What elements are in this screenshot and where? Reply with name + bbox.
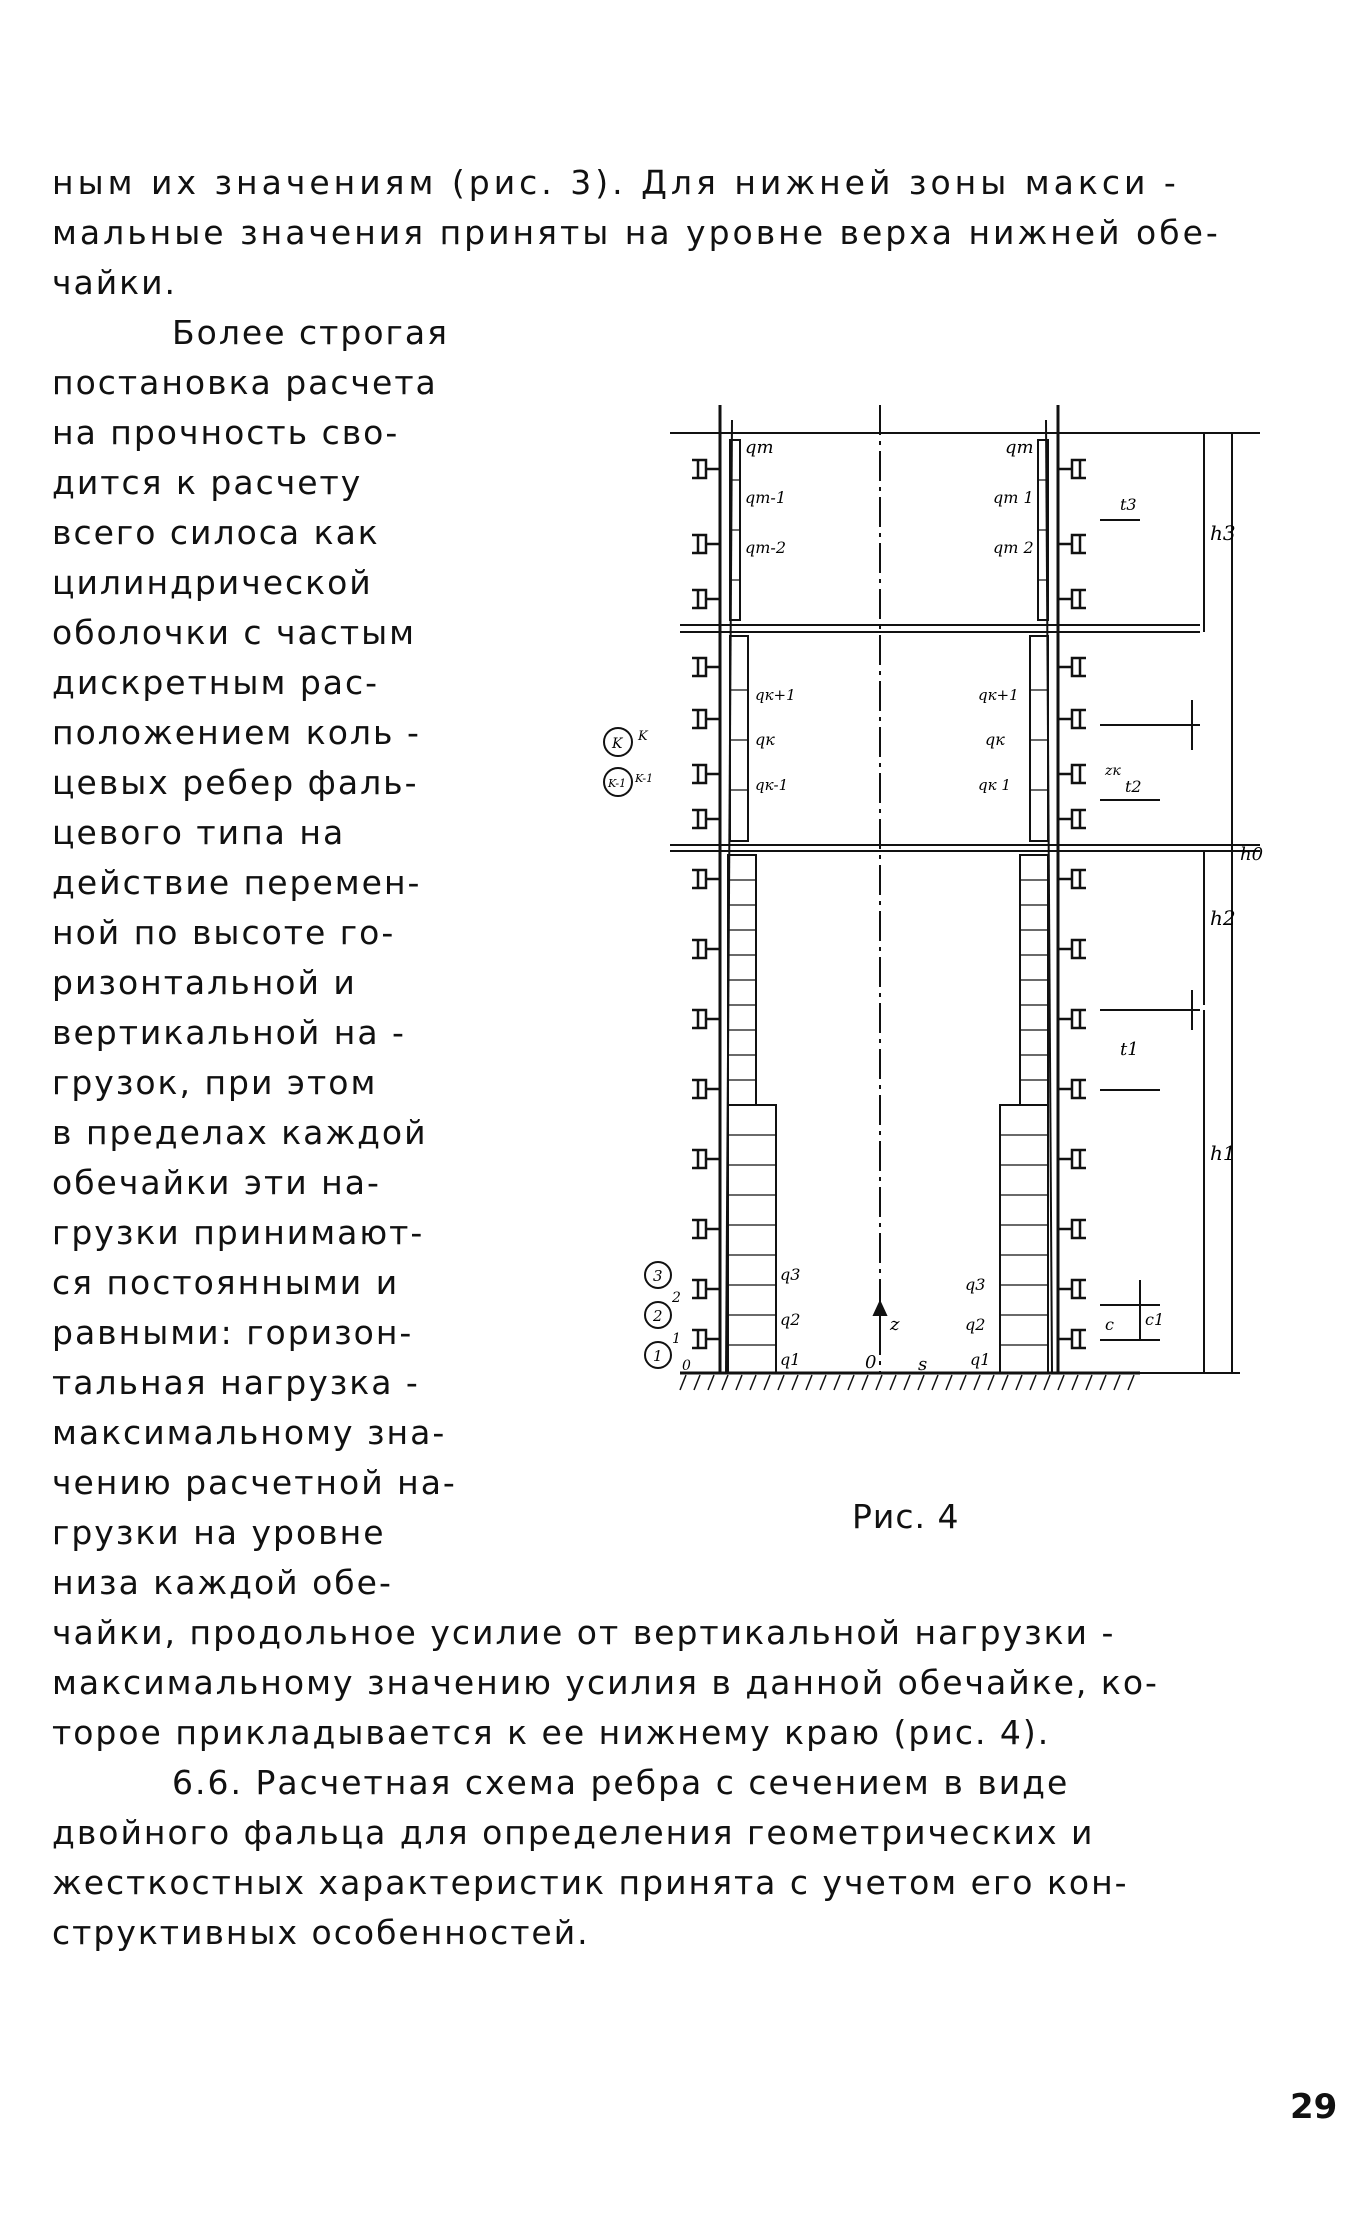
axis-label-s: s — [918, 1354, 928, 1375]
dim-label: h0 — [1240, 844, 1264, 865]
text-line: тальная нагрузка - — [52, 1363, 420, 1402]
text-line: на прочность сво- — [52, 413, 400, 452]
load-label-left: q1 — [780, 1350, 801, 1369]
text-line: дискретным рас- — [52, 663, 380, 702]
text-line: ризонтальной и — [52, 963, 357, 1002]
text-line: ным их значениям (рис. 3). Для нижней зоны макси - — [52, 163, 1180, 202]
text-line: обечайки эти на- — [52, 1163, 381, 1202]
text-line: действие перемен- — [52, 863, 422, 902]
figure-caption: Рис. 4 — [852, 1497, 960, 1536]
dim-label: c1 — [1145, 1310, 1165, 1329]
load-label-right: q2 — [965, 1315, 986, 1334]
load-label-right: qm — [1005, 437, 1034, 458]
circled-label: K — [612, 736, 623, 752]
dim-label: c — [1105, 1315, 1114, 1334]
load-label-right: qк 1 — [978, 776, 1011, 794]
load-label-left: q3 — [780, 1265, 801, 1284]
text-line: максимальному значению усилия в данной обечайке, ко- — [52, 1663, 1159, 1702]
load-label-right: qm 2 — [993, 538, 1034, 557]
text-line: мальные значения приняты на уровне верха нижней обе- — [52, 213, 1221, 252]
dim-label: t3 — [1120, 495, 1137, 514]
load-label-right: q1 — [970, 1350, 991, 1369]
load-label-left: qк — [755, 730, 775, 749]
text-line: структивных особенностей. — [52, 1913, 590, 1952]
load-label-left: qm-1 — [745, 488, 786, 507]
text-line: всего силоса как — [52, 513, 380, 552]
dim-label: h2 — [1210, 906, 1236, 930]
side-label: K-1 — [635, 772, 654, 785]
text-line: двойного фальца для определения геометрических и — [52, 1813, 1095, 1852]
text-line: чайки. — [52, 263, 178, 302]
side-label: 0 — [682, 1358, 691, 1374]
dim-label: t2 — [1125, 777, 1142, 796]
load-label-right: qк — [985, 730, 1005, 749]
text-line: жесткостных характеристик принята с учетом его кон- — [52, 1863, 1129, 1902]
text-line: грузок, при этом — [52, 1063, 378, 1102]
text-line: низа каждой обе- — [52, 1563, 393, 1602]
text-line: вертикальной на - — [52, 1013, 406, 1052]
text-line: цевых ребер фаль- — [52, 763, 419, 802]
load-label-right: qк+1 — [978, 686, 1019, 704]
figure-4-diagram — [600, 400, 1264, 1400]
text-line: чайки, продольное усилие от вертикальной нагрузки - — [52, 1613, 1116, 1652]
circled-label: 1 — [653, 1347, 663, 1365]
page-number: 29 — [1290, 2087, 1338, 2127]
text-line: торое прикладывается к ее нижнему краю (рис. 4). — [52, 1713, 1051, 1752]
dim-label: h3 — [1210, 521, 1236, 545]
text-line: 6.6. Расчетная схема ребра с сечением в виде — [172, 1763, 1070, 1802]
load-label-left: qк-1 — [755, 776, 789, 794]
circled-label: K-1 — [608, 777, 627, 790]
text-line: цилиндрической — [52, 563, 373, 602]
dim-label: t1 — [1120, 1039, 1139, 1060]
load-label-left: qк+1 — [755, 686, 796, 704]
side-label: 1 — [672, 1331, 681, 1347]
dim-label: h1 — [1210, 1141, 1236, 1165]
load-label-right: qm 1 — [993, 488, 1034, 507]
circled-label: 3 — [653, 1267, 663, 1285]
text-line: ся постоянными и — [52, 1263, 400, 1302]
text-line: оболочки с частым — [52, 613, 417, 652]
axis-label-origin: 0 — [865, 1352, 877, 1373]
load-label-left: qm-2 — [745, 538, 786, 557]
text-line: чению расчетной на- — [52, 1463, 457, 1502]
load-label-left: qm — [745, 437, 774, 458]
text-line: положением коль - — [52, 713, 421, 752]
text-line: постановка расчета — [52, 363, 438, 402]
text-line: ной по высоте го- — [52, 913, 396, 952]
side-label: K — [638, 729, 648, 744]
load-label-right: q3 — [965, 1275, 986, 1294]
text-line: в пределах каждой — [52, 1113, 428, 1152]
text-line: дится к расчету — [52, 463, 363, 502]
load-label-left: q2 — [780, 1310, 801, 1329]
text-line: равными: горизон- — [52, 1313, 414, 1352]
text-line: цевого типа на — [52, 813, 346, 852]
text-line: грузки принимают- — [52, 1213, 425, 1252]
text-line: максимальному зна- — [52, 1413, 447, 1452]
axis-label-z: z — [890, 1314, 900, 1335]
text-line: грузки на уровне — [52, 1513, 386, 1552]
text-line: Более строгая — [172, 313, 449, 352]
circled-label: 2 — [653, 1307, 663, 1325]
side-label: 2 — [672, 1290, 681, 1306]
dim-label: zк — [1105, 763, 1121, 779]
